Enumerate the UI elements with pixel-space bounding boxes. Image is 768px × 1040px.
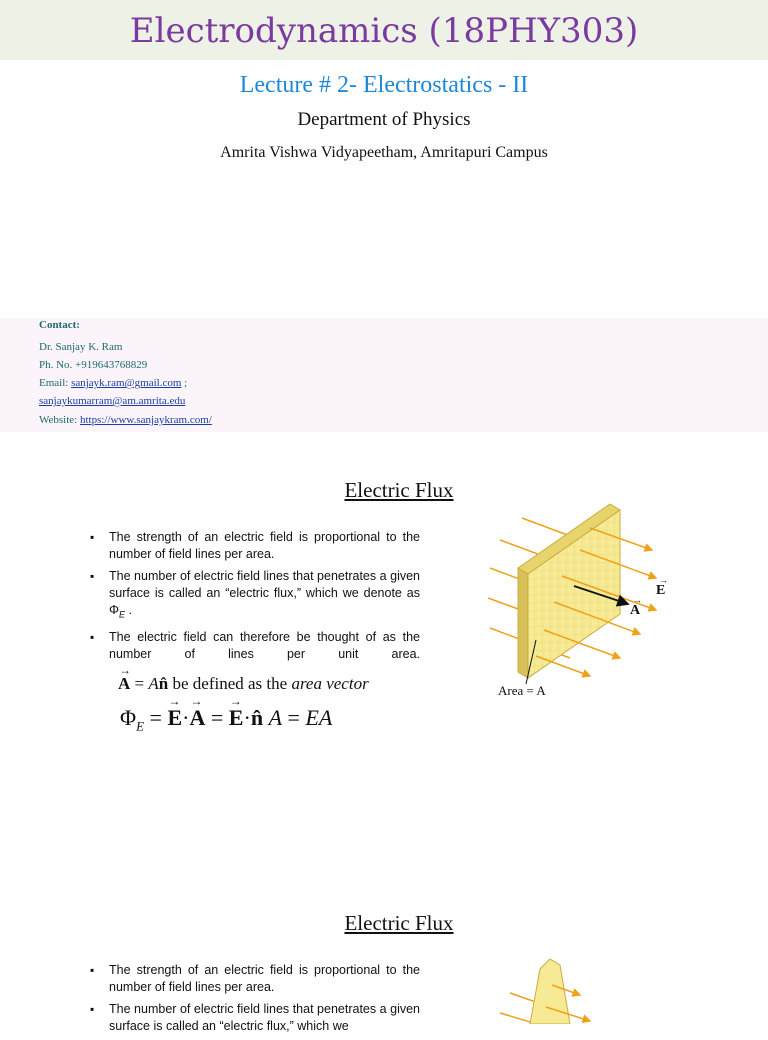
contact-email-row-2 — [39, 395, 185, 407]
lecture-title: Lecture # 2- Electrostatics - II — [239, 72, 529, 98]
title-bar — [0, 0, 768, 60]
electric-flux-figure — [470, 490, 680, 705]
campus-name: Amrita Vishwa Vidyapeetham, Amritapuri Campus — [220, 144, 548, 161]
vector-a-symbol: → A — [118, 674, 130, 693]
email-link-1[interactable]: sanjayk.ram@gmail.com — [71, 377, 182, 389]
e-vector-arrow-mark: → — [659, 575, 668, 585]
area-label: Area = A — [498, 683, 546, 698]
document-title: Electrodynamics (18PHY303) — [129, 11, 639, 51]
flux-equation: $\Phi_E$ = → E·→ A = → E·n̂ A = EA — [120, 705, 332, 734]
slide1-bullets — [90, 529, 420, 668]
bullet-item: ▪ The electric field can therefore be thought of as the number of lines per unit area. — [90, 629, 420, 663]
contact-email-row — [39, 377, 187, 389]
bullet-item: ▪ The strength of an electric field is proportional to the number of field lines per area. — [90, 529, 420, 563]
slide2-bullets — [90, 962, 420, 1040]
eq1-text: be defined as the — [168, 674, 292, 693]
website-label: Website: — [39, 414, 80, 426]
flux-subscript: E — [118, 609, 125, 620]
slide1-title: Electric Flux — [344, 478, 454, 502]
slide2-title: Electric Flux — [344, 911, 454, 935]
electric-flux-figure-2 — [470, 955, 670, 1024]
email-label: Email: — [39, 377, 72, 389]
panel-side — [518, 568, 528, 678]
email-link-2[interactable]: sanjaykumarram@am.amrita.edu — [39, 395, 186, 407]
contact-label: Contact: — [39, 319, 80, 331]
n-hat-symbol: n̂ — [158, 674, 169, 693]
bullet-item: ▪ The number of electric field lines that penetrates a given surface is called an “electric flux,” which we — [90, 1001, 420, 1035]
contact-name: Dr. Sanjay K. Ram — [39, 341, 123, 353]
department-name: Department of Physics — [297, 109, 471, 130]
contact-phone: Ph. No. +919643768829 — [39, 359, 148, 371]
e-vector-label: E — [656, 583, 666, 598]
a-vector-label: A — [630, 603, 641, 618]
panel-face-2 — [530, 959, 570, 1024]
area-vector-equation: → A = An̂ be defined as the area vector — [118, 674, 369, 694]
contact-website-row — [39, 414, 212, 426]
area-vector-term: area vector — [291, 674, 369, 693]
bullet-text: The number of electric field lines that penetrates a given surface is called an “electric flux,” which we denote as Φ — [109, 569, 420, 617]
bullet-item — [90, 568, 420, 624]
a-vector-arrow-mark: → — [633, 595, 642, 605]
email-separator: ; — [181, 377, 188, 389]
website-link[interactable]: https://www.sanjaykram.com/ — [79, 414, 212, 426]
contact-box — [0, 318, 768, 432]
bullet-item: ▪ The strength of an electric field is proportional to the number of field lines per area. — [90, 962, 420, 996]
bullet-tail: . — [125, 603, 132, 617]
